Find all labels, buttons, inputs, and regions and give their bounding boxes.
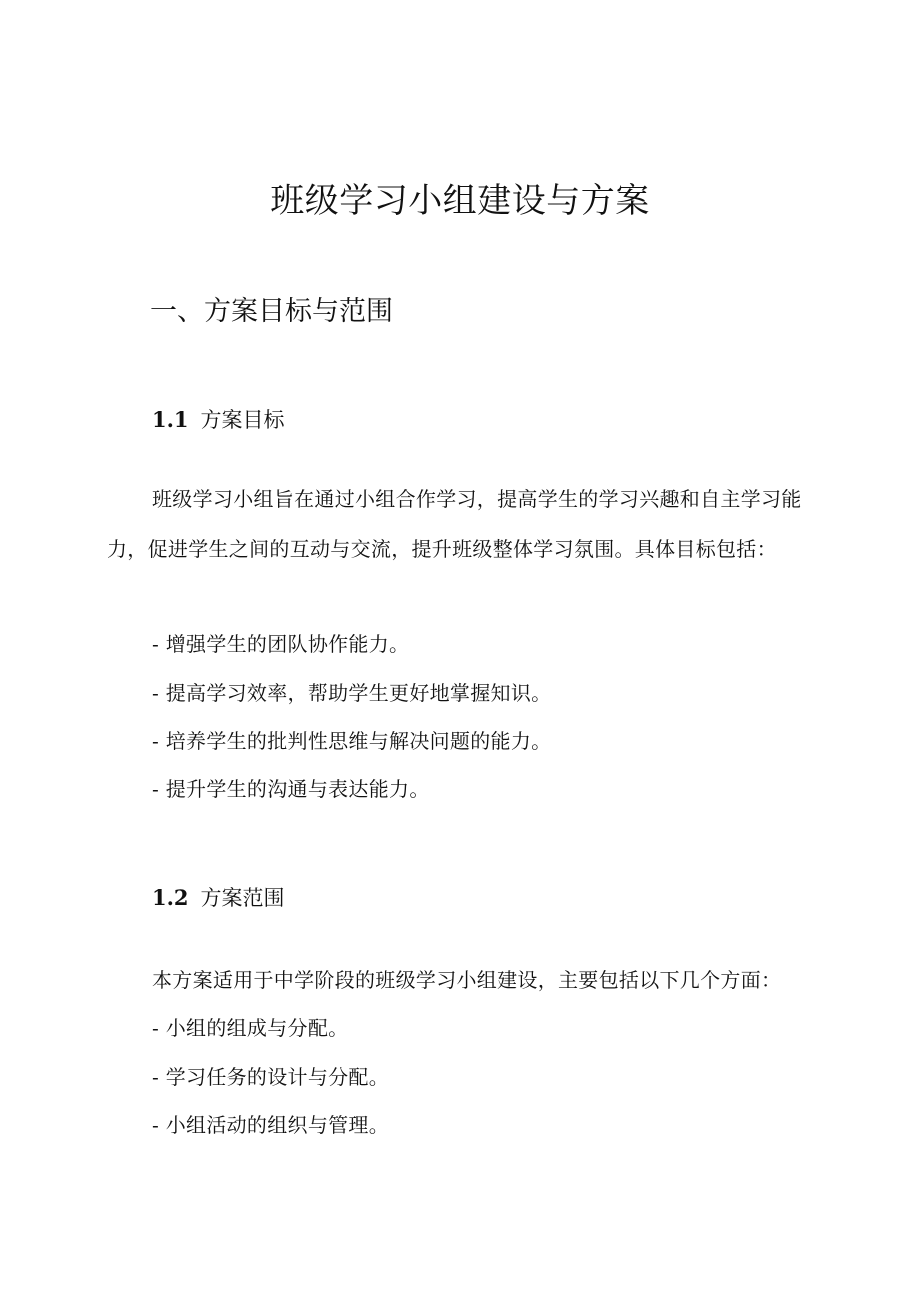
subsection-number: 1.1	[152, 407, 189, 432]
goal-list-item: - 培养学生的批判性思维与解决问题的能力。	[152, 729, 552, 753]
subsection-title: 方案范围	[200, 886, 285, 910]
document-title: 班级学习小组建设与方案	[270, 181, 650, 221]
goal-list-item: - 提高学习效率，帮助学生更好地掌握知识。	[152, 681, 552, 705]
subsection-title: 方案目标	[200, 408, 285, 432]
scope-list-item: - 小组活动的组织与管理。	[152, 1113, 390, 1137]
scope-list-item: - 小组的组成与分配。	[152, 1016, 349, 1040]
goal-list-item: - 增强学生的团队协作能力。	[152, 632, 410, 656]
scope-list-item: - 学习任务的设计与分配。	[152, 1065, 390, 1089]
scope-intro: 本方案适用于中学阶段的班级学习小组建设，主要包括以下几个方面：	[152, 968, 782, 992]
goal-paragraph: 班级学习小组旨在通过小组合作学习，提高学生的学习兴趣和自主学习能力，促进学生之间的互动与交流，提升班级整体学习氛围。具体目标包括：	[107, 487, 802, 561]
section-heading-1: 一、方案目标与范围	[150, 296, 393, 327]
subsection-heading-1-1	[152, 403, 285, 437]
subsection-number: 1.2	[152, 885, 189, 910]
goal-list-item: - 提升学生的沟通与表达能力。	[152, 777, 430, 801]
subsection-heading-1-2	[152, 881, 285, 915]
